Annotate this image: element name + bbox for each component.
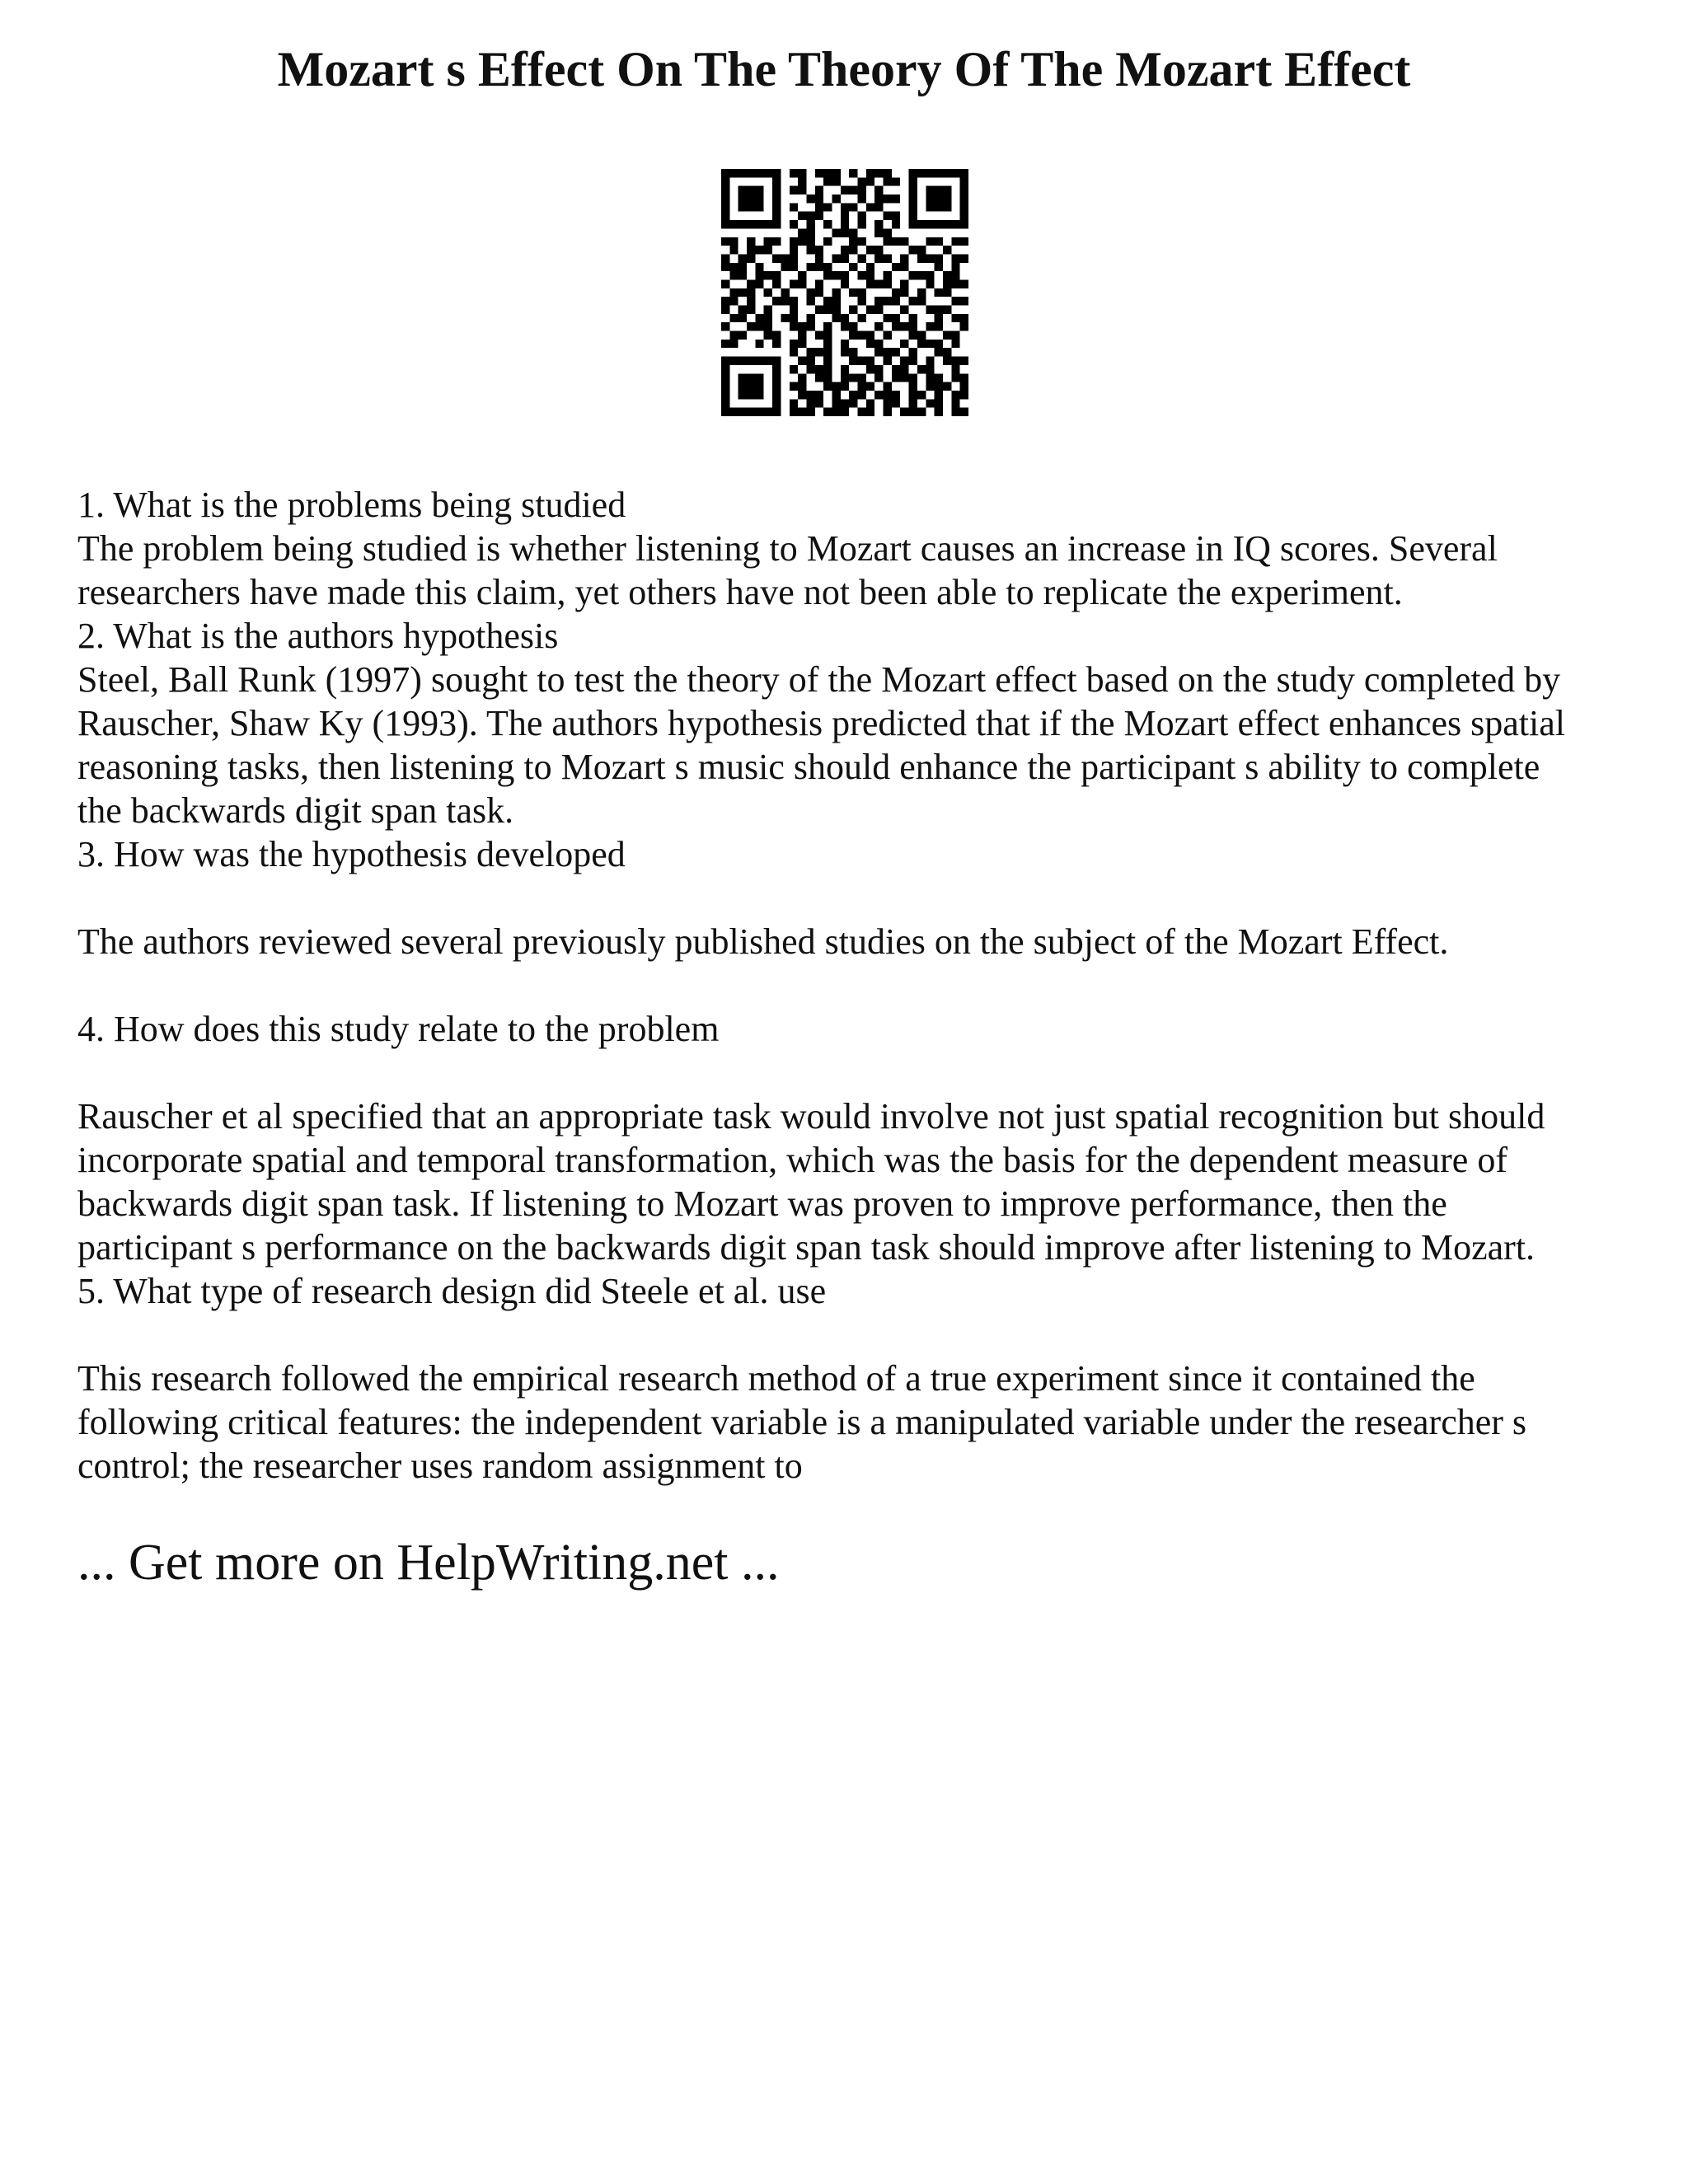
answer-4-line: participant s performance on the backwards digit span task should improve after listening to Mozart. [77,1227,1536,1268]
answer-5-line: This research followed the empirical research method of a true experiment since it contained the [77,1358,1475,1399]
answer-3-line: The authors reviewed several previously published studies on the subject of the Mozart Effect. [77,921,1449,962]
document-body [77,483,1627,1488]
answer-5-line: control; the researcher uses random assignment to [77,1446,803,1486]
question-5: 5. What type of research design did Steele et al. use [77,1271,827,1311]
answer-5-line: following critical features: the independent variable is a manipulated variable under the researcher s [77,1402,1527,1442]
paragraph-gap [77,963,1627,1007]
answer-4-line: backwards digit span task. If listening to Mozart was proven to improve performance, then the [77,1183,1447,1224]
question-4: 4. How does this study relate to the problem [77,1009,720,1049]
get-more-link[interactable]: ... Get more on HelpWriting.net ... [77,1535,780,1591]
answer-4-line: incorporate spatial and temporal transformation, which was the basis for the dependent measure of [77,1140,1507,1180]
answer-1-line: The problem being studied is whether listening to Mozart causes an increase in IQ scores. Several [77,528,1498,569]
answer-2-line: the backwards digit span task. [77,790,514,831]
paragraph-gap [77,1051,1627,1094]
answer-2-line: reasoning tasks, then listening to Mozart s music should enhance the participant s ability to complete [77,747,1540,787]
answer-1-line: researchers have made this claim, yet others have not been able to replicate the experiment. [77,572,1403,612]
answer-2-line: Steel, Ball Runk (1997) sought to test the theory of the Mozart effect based on the study completed by [77,659,1561,700]
document-title: Mozart s Effect On The Theory Of The Mozart Effect [277,42,1411,96]
paragraph-gap [77,876,1627,920]
qr-code-icon [721,169,968,416]
question-3: 3. How was the hypothesis developed [77,834,626,874]
paragraph-gap [77,1313,1627,1357]
question-2: 2. What is the authors hypothesis [77,616,559,656]
question-1: 1. What is the problems being studied [77,485,626,525]
answer-4-line: Rauscher et al specified that an appropriate task would involve not just spatial recognition but should [77,1096,1545,1137]
answer-2-line: Rauscher, Shaw Ky (1993). The authors hypothesis predicted that if the Mozart effect enhances spatial [77,703,1565,743]
